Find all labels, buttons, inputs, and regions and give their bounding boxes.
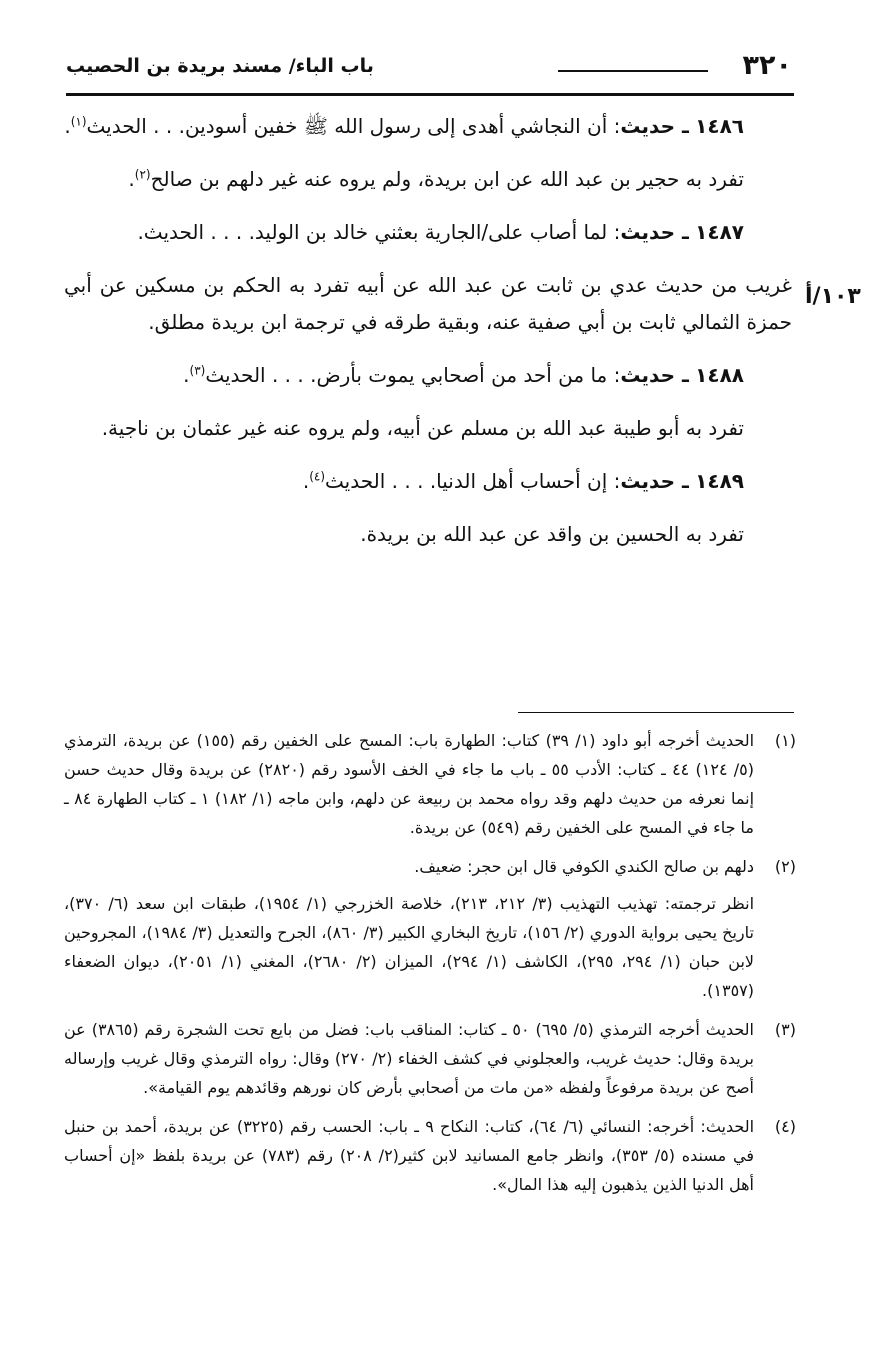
header-rule: [66, 93, 794, 96]
hadith-label: ـ حديث: [620, 363, 689, 387]
footnote-mark: (٢): [774, 857, 796, 876]
commentary-paragraph: [64, 410, 792, 447]
footnote-mark: (٣): [774, 1020, 796, 1039]
hadith-entry-1487: [64, 214, 792, 251]
running-title: باب الباء/ مسند بريدة بن الحصيب: [66, 55, 374, 77]
hadith-text: : إن أحساب أهل الدنيا. . . . الحديث: [325, 469, 621, 493]
footnote-3: [64, 1015, 796, 1102]
footnote-text: دلهم بن صالح الكندي الكوفي قال ابن حجر: ضعيف.: [414, 857, 754, 876]
footnote-1: [64, 726, 796, 842]
hadith-label: ـ حديث: [620, 114, 689, 138]
footnote-mark: (١): [774, 731, 796, 750]
page-number: ٣٢٠: [742, 50, 792, 81]
punctuation: .: [64, 114, 71, 138]
footnote-mark: (٤): [774, 1117, 796, 1136]
hadith-number: ١٤٨٩: [695, 469, 744, 493]
hadith-text: : أن النجاشي أهدى إلى رسول الله ﷺ خفين أسودين. . . الحديث: [86, 114, 621, 138]
hadith-entry-1486: [64, 108, 792, 145]
footnote-ref[interactable]: (٤): [309, 469, 326, 484]
footnote-ref[interactable]: (٣): [189, 363, 206, 378]
footnote-text: انظر ترجمته: تهذيب التهذيب (٣/ ٢١٢، ٢١٣)، خلاصة الخزرجي (١/ ١٩٥٤)، طبقات ابن سعد (٦/ ٣٧٠)، تاريخ يحيى برواية الدوري (٢/ ١٥٦)، تاريخ البخاري الكبير (٣/ ٨٦٠)، الجرح والتعديل (٣/ ١٩٨٤)، المجروحين لابن حبان (١/ ٢٩٤، ٢٩٥)، الكاشف (١/ ٢٩٤)، الميزان (٢/ ٢٦٨٠)، المغني (١/ ٢٠٥١)، ديوان الضعفاء (١٣٥٧).: [64, 894, 755, 1000]
footnote-body: [64, 1015, 754, 1102]
hadith-number: ١٤٨٨: [695, 363, 744, 387]
footnote-4: [64, 1112, 796, 1199]
commentary-paragraph: [64, 161, 792, 198]
punctuation: .: [128, 167, 135, 191]
footnotes: [64, 726, 796, 1209]
commentary-text: غريب من حديث عدي بن ثابت عن عبد الله عن أبيه تفرد به الحكم بن مسكين عن أبي حمزة الثمالي ثابت بن أبي صفية عنه، وبقية طرقه في ترجمة ابن بريدة مطلق.: [64, 273, 792, 334]
footnote-2: [64, 852, 796, 1005]
hadith-text: : ما من أحد من أصحابي يموت بأرض. . . . الحديث: [205, 363, 621, 387]
footnote-separator: [518, 712, 794, 713]
hadith-label: ـ حديث: [620, 469, 689, 493]
punctuation: .: [183, 363, 190, 387]
hadith-entry-1489: [64, 463, 792, 500]
header-dash: [558, 70, 708, 72]
punctuation: .: [302, 469, 310, 493]
commentary-paragraph: [64, 516, 792, 553]
footnote-text: الحديث: أخرجه: النسائي (٦/ ٦٤)، كتاب: النكاح ٩ ـ باب: الحسب رقم (٣٢٢٥) عن بريدة، أحمد بن حنبل في مسنده (٥/ ٣٥٣)، وانظر جامع المسانيد لابن كثير(٢/ ٢٠٨) رقم (٧٨٣) عن بريدة بلفظ «إن أحساب أهل الدنيا الذين يذهبون إليه هذا المال».: [64, 1117, 755, 1194]
commentary-text: تفرد به أبو طيبة عبد الله بن مسلم عن أبيه، ولم يروه عنه غير عثمان بن ناجية.: [101, 416, 744, 440]
commentary-paragraph: [64, 267, 792, 341]
manuscript-folio-note: ١٠٣/أ: [805, 284, 861, 309]
commentary-text: تفرد به حجير بن عبد الله عن ابن بريدة، ولم يروه عنه غير دلهم بن صالح: [150, 167, 744, 191]
hadith-entry-1488: [64, 357, 792, 394]
footnote-body: [64, 1112, 754, 1199]
hadith-number: ١٤٨٧: [695, 220, 744, 244]
hadith-label: ـ حديث: [620, 220, 689, 244]
footnote-ref[interactable]: (١): [70, 114, 87, 129]
commentary-text: تفرد به الحسين بن واقد عن عبد الله بن بريدة.: [360, 522, 744, 546]
footnote-text: الحديث أخرجه الترمذي (٥/ ٦٩٥) ٥٠ ـ كتاب: المناقب باب: فضل من بايع تحت الشجرة رقم (٣٨٦٥) عن بريدة وقال: حديث غريب، والعجلوني في كشف الخفاء (٢/ ٢٧٠) وقال: رواه الترمذي وقال غريب وإرساله أصح عن بريدة مرفوعاً ولفظه «من مات من أصحابي بأرض كان نورهم وقائدهم يوم القيامة».: [64, 1020, 755, 1097]
main-text: [64, 108, 792, 569]
footnote-body: [64, 726, 754, 842]
hadith-text: : لما أصاب على/الجارية بعثني خالد بن الوليد. . . . الحديث.: [137, 220, 621, 244]
page-header: [66, 50, 792, 90]
footnote-body: [64, 852, 754, 1005]
footnote-text: الحديث أخرجه أبو داود (١/ ٣٩) كتاب: الطهارة باب: المسح على الخفين رقم (١٥٥) عن بريدة، الترمذي (٥/ ١٢٤) ٤٤ ـ كتاب: الأدب ٥٥ ـ باب ما جاء في الخف الأسود رقم (٢٨٢٠) عن بريدة وقال حديث حسن إنما نعرفه من حديث دلهم وقد رواه محمد بن ربيعة عن دلهم، وابن ماجه (١/ ١٨٢) ١ ـ كتاب الطهارة ٨٤ ـ ما جاء في المسح على الخفين رقم (٥٤٩) عن بريدة.: [64, 731, 755, 837]
hadith-number: ١٤٨٦: [695, 114, 744, 138]
footnote-ref[interactable]: (٢): [134, 167, 151, 182]
